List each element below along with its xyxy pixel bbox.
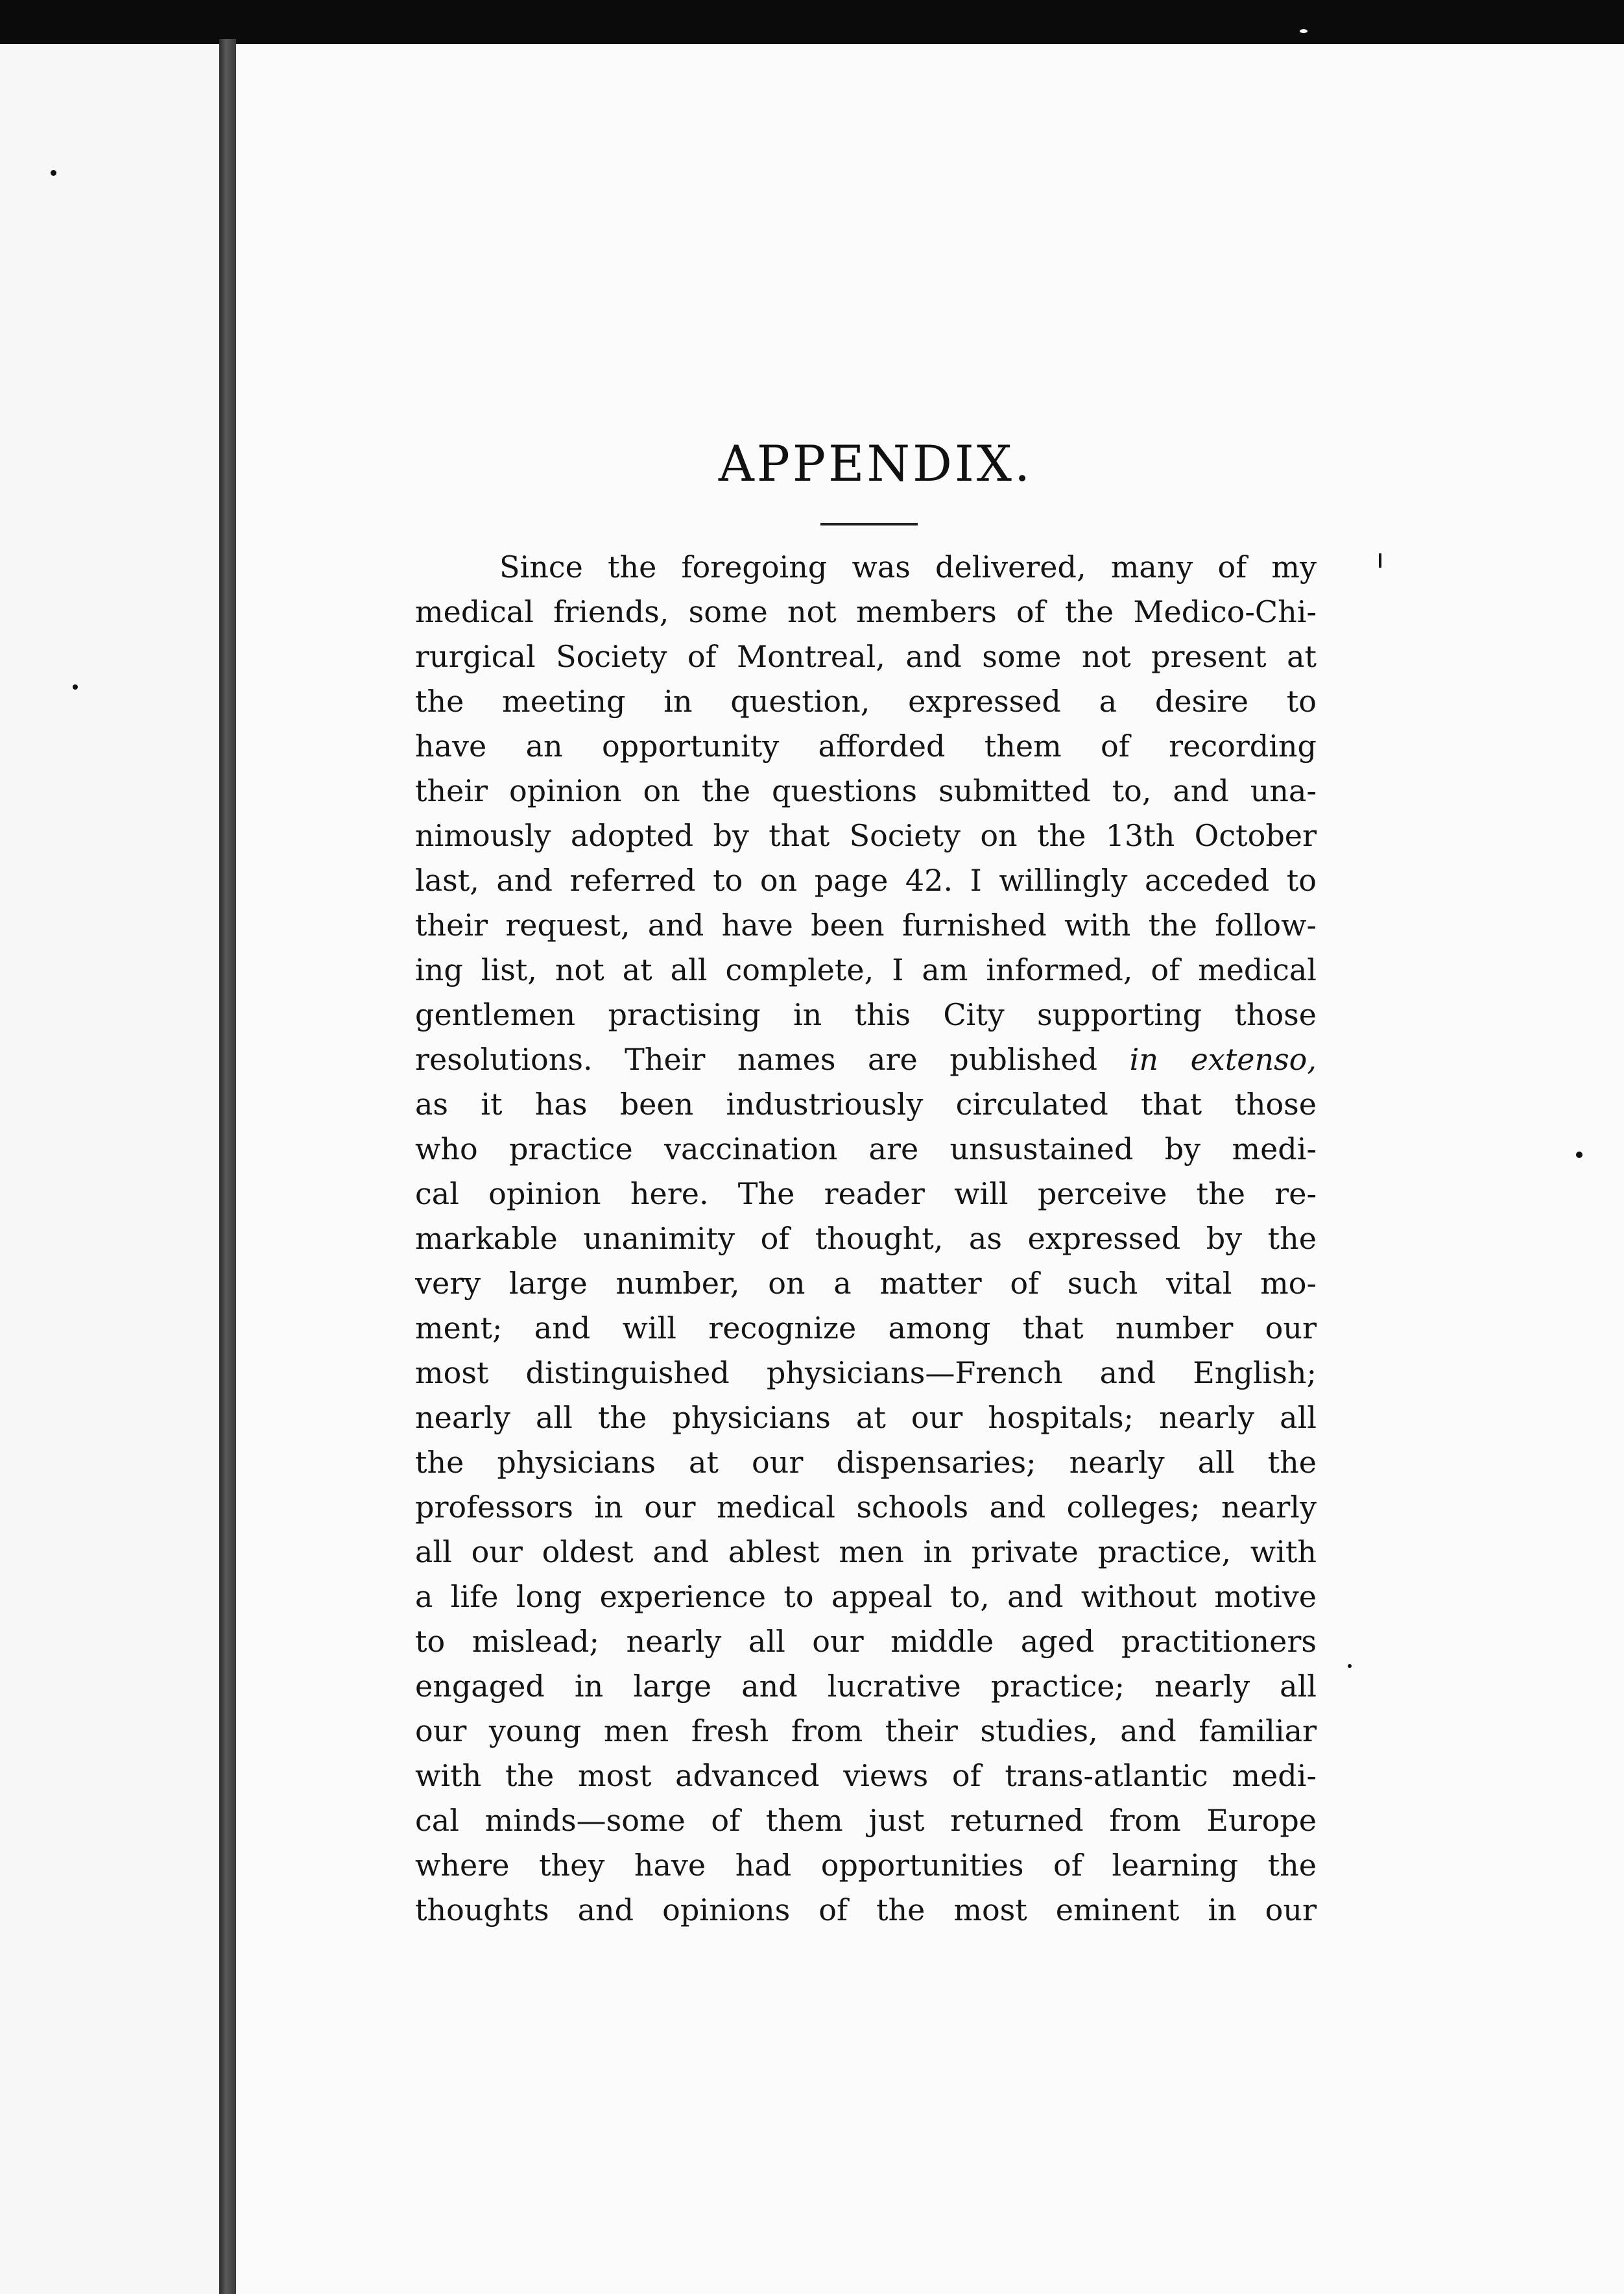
scan-speck <box>51 170 56 176</box>
text-line: Since the foregoing was delivered, many of my <box>499 549 1317 585</box>
text-line: to mislead; nearly all our middle aged practitioners <box>415 1624 1317 1659</box>
text-line-with-italic <box>415 1037 1317 1082</box>
text-line: as it has been industriously circulated that those <box>415 1087 1317 1122</box>
text-line: where they have had opportunities of learning the <box>415 1848 1317 1883</box>
facing-page-margin <box>0 44 219 2294</box>
text-line: ing list, not at all complete, I am informed, of medical <box>415 952 1317 987</box>
scan-speck <box>1576 1152 1582 1158</box>
text-line: markable unanimity of thought, as expressed by the <box>415 1221 1317 1256</box>
text-segment: resolutions. Their names are published <box>415 1042 1098 1077</box>
text-line: professors in our medical schools and colleges; nearly <box>415 1490 1317 1525</box>
text-line: their request, and have been furnished with the follow- <box>415 908 1317 943</box>
text-line: the physicians at our dispensaries; nearly all the <box>415 1445 1317 1480</box>
text-line: nearly all the physicians at our hospitals; nearly all <box>415 1400 1317 1435</box>
text-line: the meeting in question, expressed a desire to <box>415 684 1317 719</box>
text-line: very large number, on a matter of such vital mo- <box>415 1266 1317 1301</box>
scan-top-border <box>0 0 1624 44</box>
heading-underline <box>820 523 918 525</box>
text-line: gentlemen practising in this City supporting those <box>415 997 1317 1032</box>
scan-speck <box>73 684 78 690</box>
text-line: last, and referred to on page 42. I willingly acceded to <box>415 863 1317 898</box>
text-line: engaged in large and lucrative practice; nearly all <box>415 1669 1317 1704</box>
scan-speck <box>1379 553 1381 568</box>
text-line: thoughts and opinions of the most eminent in our <box>415 1892 1317 1927</box>
text-line: medical friends, some not members of the Medico-Chi- <box>415 594 1317 629</box>
scan-speck <box>1300 29 1308 33</box>
text-line: with the most advanced views of trans-atlantic medi- <box>415 1758 1317 1793</box>
text-line: who practice vaccination are unsustained by medi- <box>415 1131 1317 1166</box>
text-line: have an opportunity afforded them of recording <box>415 729 1317 764</box>
text-line: ment; and will recognize among that number our <box>415 1310 1317 1346</box>
scan-speck <box>1348 1664 1352 1668</box>
italic-phrase: in extenso, <box>1129 1042 1317 1077</box>
book-spine-gutter <box>219 39 236 2294</box>
text-line: all our oldest and ablest men in private practice, with <box>415 1534 1317 1569</box>
text-line: a life long experience to appeal to, and without motive <box>415 1579 1317 1614</box>
text-line: most distinguished physicians—French and English; <box>415 1355 1317 1390</box>
appendix-heading: APPENDIX. <box>718 435 1033 492</box>
text-line: their opinion on the questions submitted to, and una- <box>415 773 1317 808</box>
text-line: our young men fresh from their studies, and familiar <box>415 1713 1317 1748</box>
text-line: cal opinion here. The reader will perceive the re- <box>415 1176 1317 1211</box>
appendix-body <box>415 545 1317 1933</box>
text-line: cal minds—some of them just returned from Europe <box>415 1803 1317 1838</box>
text-line: rurgical Society of Montreal, and some not present at <box>415 639 1317 674</box>
text-line: nimously adopted by that Society on the 13th October <box>415 818 1317 853</box>
